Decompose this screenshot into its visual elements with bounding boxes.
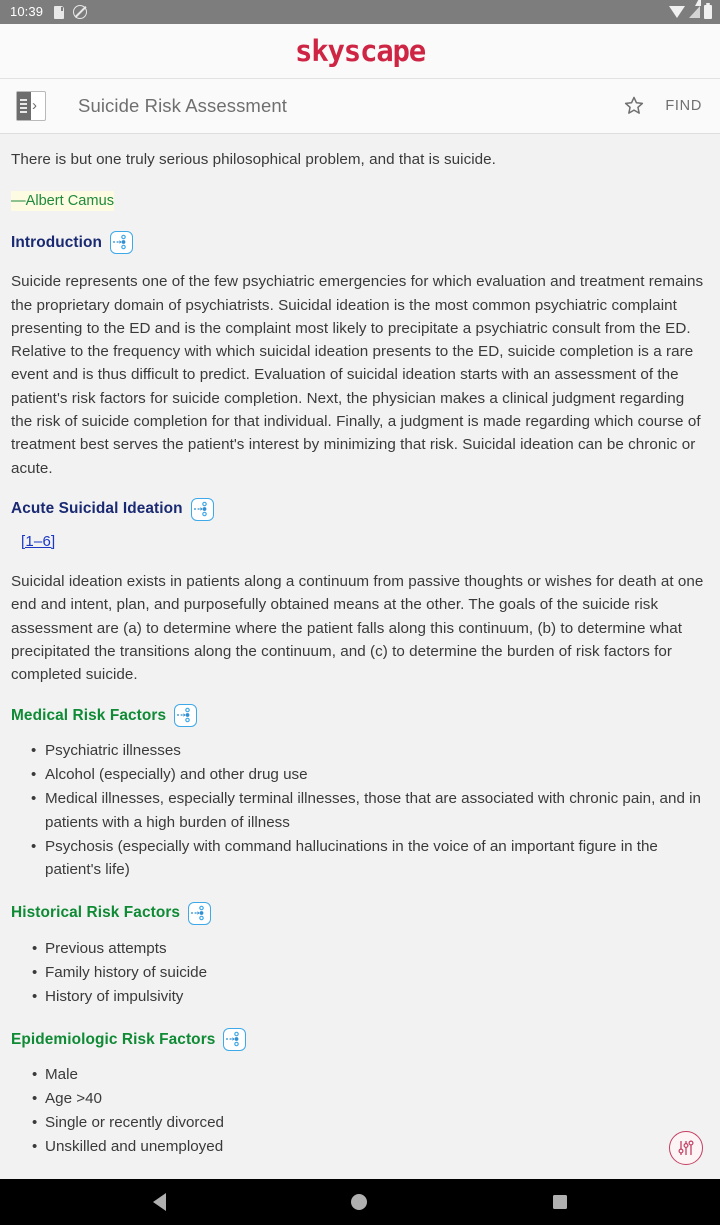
list-item: • Medical illnesses, especially terminal illnesses, those that are associated with chronic pain, and in patients with a high burden of illness [11,787,709,834]
wifi-icon [669,6,685,18]
section-heading-label: Introduction [11,233,102,251]
brand-bar [0,24,720,79]
list-item: • Age >40 [11,1087,709,1111]
recents-square-icon[interactable] [553,1195,567,1209]
list-item: • Male [11,1063,709,1087]
node-branch-icon[interactable] [223,1028,246,1051]
skyscape-logo: skyscape [294,33,426,68]
sd-card-icon [54,6,64,19]
bullet-list-epidemiologic-risk-factors [11,1063,709,1159]
list-item: • Family history of suicide [11,961,709,985]
star-outline-icon [622,94,646,118]
opening-quote: There is but one truly serious philosophical problem, and that is suicide. [11,151,496,168]
document-body[interactable] [0,134,720,1179]
mute-icon [73,5,87,19]
quote-attribution: —Albert Camus [11,193,114,210]
status-bar-right-icons [669,5,712,19]
tuner-sliders-icon [676,1138,696,1158]
section-heading-label: Acute Suicidal Ideation [11,500,183,518]
list-item: • Psychosis (especially with command hallucinations in the voice of an important figure in the patient's life) [11,835,709,882]
home-circle-icon[interactable] [351,1194,367,1210]
page-title: Suicide Risk Assessment [78,95,287,116]
table-of-contents-button[interactable] [16,90,48,122]
status-bar-clock: 10:39 [10,4,44,19]
node-branch-icon[interactable] [110,231,133,254]
section-paragraph-introduction: Suicide represents one of the few psychiatric emergencies for which evaluation and treatment remains the proprietary domain of psychiatrists. Suicidal ideation is the most common psychiatric complaint presenting to the ED and is the complaint most likely to precipitate a psychiatric consult from the ED. Relative to the frequency with which suicidal ideation presents to the ED, suicide completion is a rare event and is thus difficult to predict. Evaluation of suicidal ideation starts with an assessment of the patient's risk factors for suicide completion. Next, the physician makes a clinical judgment regarding the risk of suicide completion for that individual. Finally, a judgment is made regarding which course of treatment best serves the patient's interest by minimizing that risk. Suicidal ideation can be chronic or acute. [11,273,704,477]
back-triangle-icon[interactable] [153,1193,166,1211]
battery-icon [704,5,712,19]
node-branch-icon[interactable] [191,498,214,521]
cellular-signal-icon [689,6,700,18]
list-item: • Alcohol (especially) and other drug use [11,763,709,787]
list-item: • Single or recently divorced [11,1111,709,1135]
section-heading-epidemiologic-risk-factors [11,1028,709,1051]
find-button[interactable]: FIND [665,98,702,114]
status-bar [0,0,720,24]
list-item: • Unskilled and unemployed [11,1135,709,1159]
node-branch-icon[interactable] [188,902,211,925]
section-heading-historical-risk-factors [11,902,709,925]
bullet-list-medical-risk-factors [11,739,709,882]
section-heading-medical-risk-factors [11,704,709,727]
section-paragraph-acute-suicidal-ideation: Suicidal ideation exists in patients along a continuum from passive thoughts or wishes for death at one end and intent, plan, and purposefully obtained means at the other. The goals of the suicide risk assessment are (a) to determine where the patient falls along this continuum, (b) to determine what precipitated the transitions along the continuum, and (c) to determine the burden of risk factors for completed suicide. [11,572,704,684]
status-bar-left-icons [54,5,87,19]
section-heading-acute-suicidal-ideation [11,498,709,521]
settings-fab-button[interactable] [669,1131,703,1165]
table-of-contents-icon [16,91,46,121]
section-heading-label: Medical Risk Factors [11,706,167,724]
bookmark-star-button[interactable] [619,91,649,121]
citation-link[interactable]: [1–6] [21,532,56,550]
node-branch-icon[interactable] [174,704,197,727]
list-item: • History of impulsivity [11,985,709,1009]
section-heading-introduction [11,231,709,254]
section-heading-label: Historical Risk Factors [11,904,181,922]
bullet-list-historical-risk-factors [11,937,709,1009]
android-navigation-bar [0,1179,720,1225]
document-toolbar [0,79,720,134]
list-item: • Psychiatric illnesses [11,739,709,763]
section-heading-label: Epidemiologic Risk Factors [11,1030,216,1048]
list-item: • Previous attempts [11,937,709,961]
